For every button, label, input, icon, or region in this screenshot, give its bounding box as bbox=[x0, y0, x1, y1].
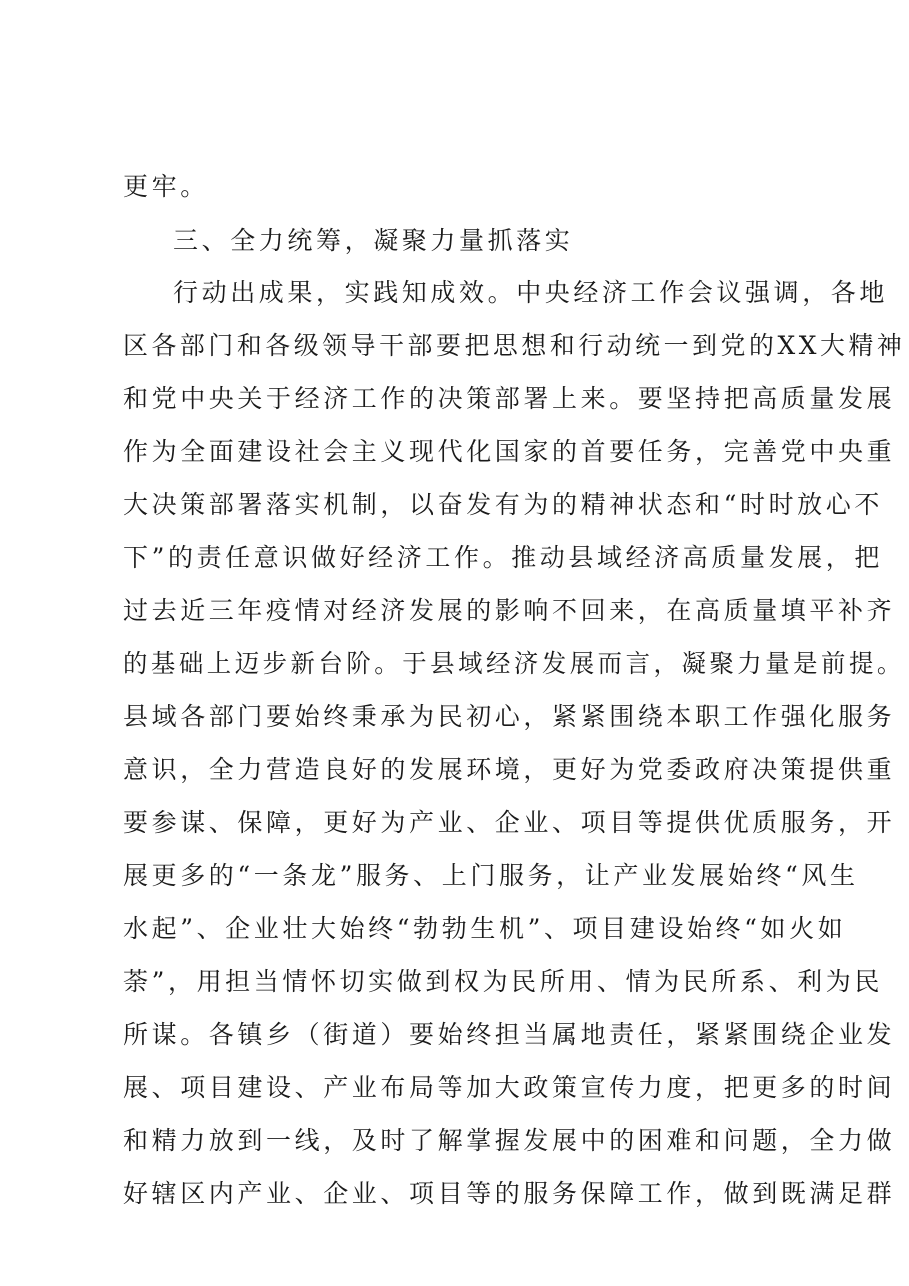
text-line: 水起”、企业壮大始终“勃勃生机”、项目建设始终“如火如 bbox=[123, 914, 847, 943]
text-line: 所谋。各镇乡（街道）要始终担当属地责任，紧紧围绕企业发 bbox=[123, 1020, 896, 1049]
text-line: 好辖区内产业、企业、项目等的服务保障工作，做到既满足群 bbox=[123, 1179, 896, 1208]
text-line: 更牢。 bbox=[123, 172, 209, 201]
text-line: 区各部门和各级领导干部要把思想和行动统一到党的XX大精神 bbox=[123, 331, 906, 360]
text-line: 意识，全力营造良好的发展环境，更好为党委政府决策提供重 bbox=[123, 755, 896, 784]
text-line: 大决策部署落实机制，以奋发有为的精神状态和“时时放心不 bbox=[123, 490, 883, 519]
text-line: 和党中央关于经济工作的决策部署上来。要坚持把高质量发展 bbox=[123, 384, 896, 413]
text-line: 展、项目建设、产业布局等加大政策宣传力度，把更多的时间 bbox=[123, 1073, 896, 1102]
text-line: 要参谋、保障，更好为产业、企业、项目等提供优质服务，开 bbox=[123, 808, 896, 837]
text-line: 展更多的“一条龙”服务、上门服务，让产业发展始终“风生 bbox=[123, 861, 859, 890]
section-heading: 三、全力统筹，凝聚力量抓落实 bbox=[173, 226, 574, 255]
text-line: 的基础上迈步新台阶。于县域经济发展而言，凝聚力量是前提。 bbox=[123, 649, 905, 678]
text-line: 荼”，用担当情怀切实做到权为民所用、情为民所系、利为民 bbox=[123, 967, 883, 996]
text-line: 下”的责任意识做好经济工作。推动县域经济高质量发展，把 bbox=[123, 543, 883, 572]
text-line: 和精力放到一线，及时了解掌握发展中的困难和问题，全力做 bbox=[123, 1126, 896, 1155]
text-line: 县域各部门要始终秉承为民初心，紧紧围绕本职工作强化服务 bbox=[123, 702, 896, 731]
paragraph-first-line: 行动出成果，实践知成效。中央经济工作会议强调，各地 bbox=[173, 278, 889, 307]
text-line: 过去近三年疫情对经济发展的影响不回来，在高质量填平补齐 bbox=[123, 596, 896, 625]
text-line: 作为全面建设社会主义现代化国家的首要任务，完善党中央重 bbox=[123, 437, 896, 466]
